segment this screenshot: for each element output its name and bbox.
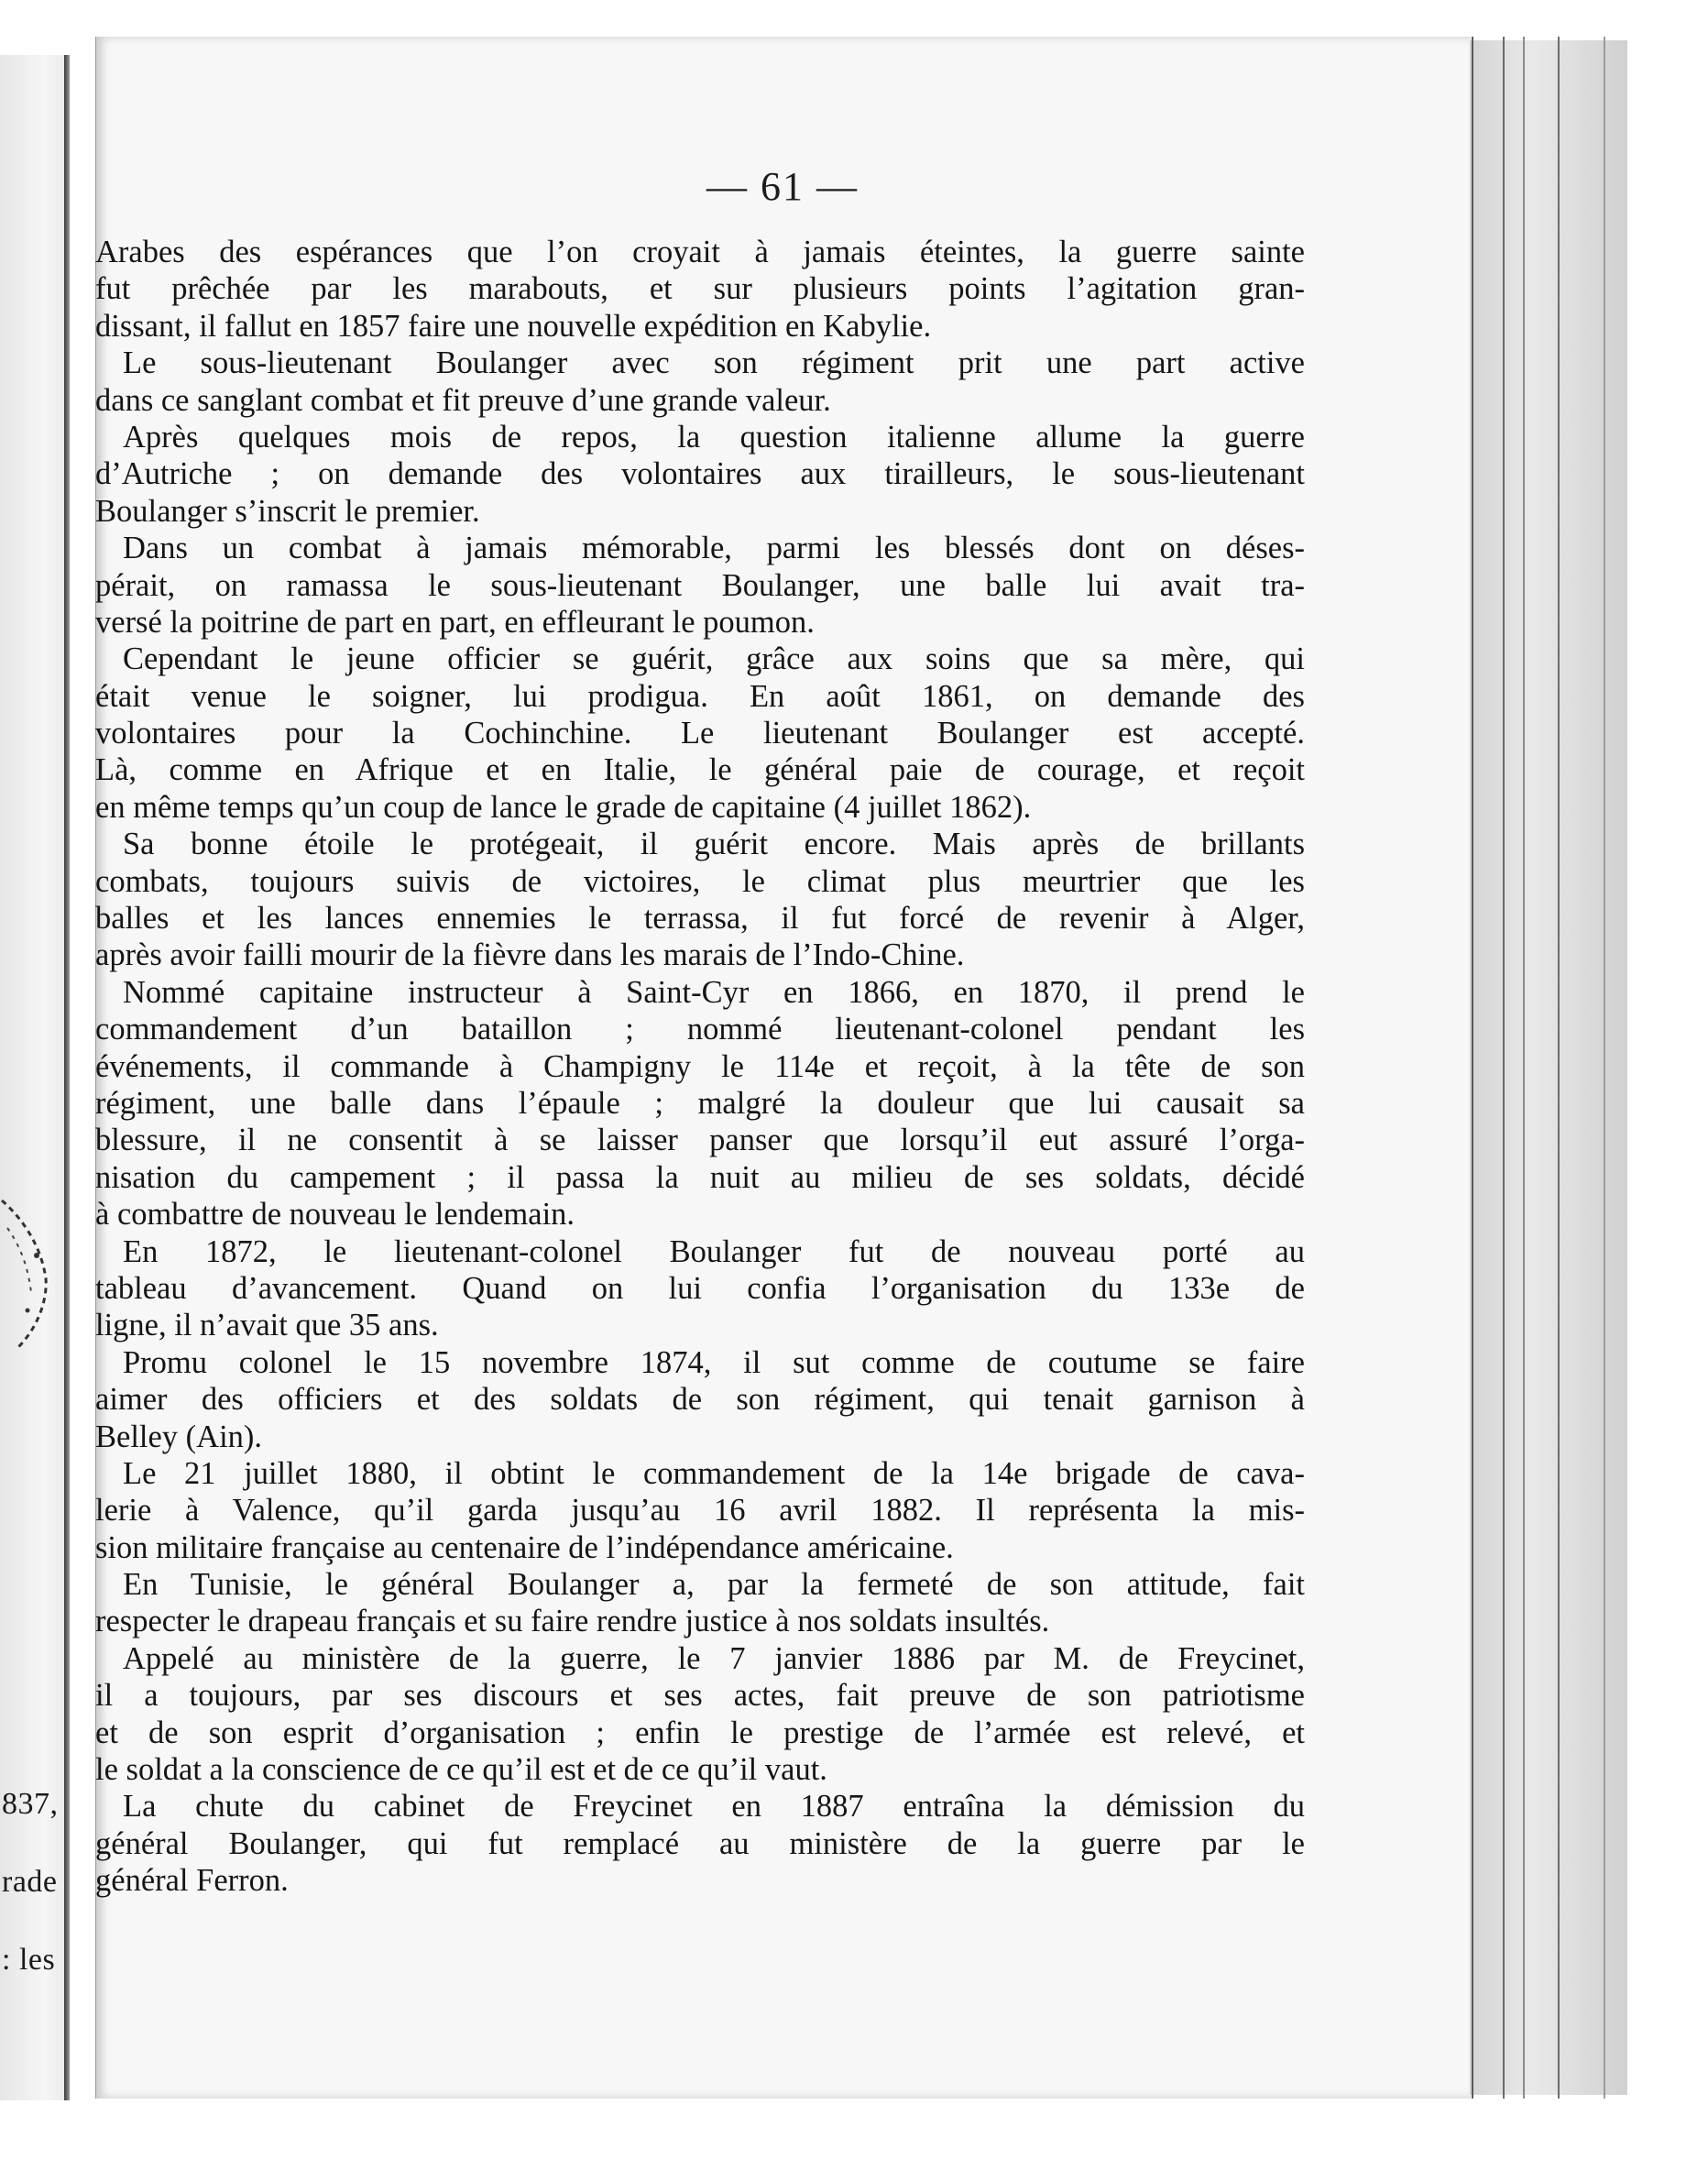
text-line: Là, comme en Afrique et en Italie, le général paie de courage, et reçoit xyxy=(95,752,1305,788)
text-line: aimer des officiers et des soldats de son régiment, qui tenait garnison à xyxy=(95,1382,1305,1418)
text-line: combats, toujours suivis de victoires, le climat plus meurtrier que les xyxy=(95,863,1305,899)
text-line: respecter le drapeau français et su faire rendre justice à nos soldats insultés. xyxy=(95,1604,1050,1639)
text-line: tableau d’avancement. Quand on lui confia l’organisation du 133e de xyxy=(95,1270,1305,1306)
text-line: dans ce sanglant combat et fit preuve d’une grande valeur. xyxy=(95,382,831,418)
ornament-fragment xyxy=(0,1191,55,1356)
text-line: après avoir failli mourir de la fièvre dans les marais de l’Indo-Chine. xyxy=(95,937,965,973)
text-line: dissant, il fallut en 1857 faire une nouvelle expédition en Kabylie. xyxy=(95,308,932,344)
text-line: En 1872, le lieutenant-colonel Boulanger fut de nouveau porté au xyxy=(123,1233,1305,1269)
text-line: en même temps qu’un coup de lance le grade de capitaine (4 juillet 1862). xyxy=(95,789,1032,825)
text-line: ligne, il n’avait que 35 ans. xyxy=(95,1308,439,1343)
text-line: Le sous-lieutenant Boulanger avec son régiment prit une part active xyxy=(123,345,1305,381)
text-line: nisation du campement ; il passa la nuit au milieu de ses soldats, décidé xyxy=(95,1159,1305,1195)
text-line: fut prêchée par les marabouts, et sur plusieurs points l’agitation gran- xyxy=(95,271,1305,307)
text-line: Après quelques mois de repos, la question italienne allume la guerre xyxy=(123,419,1305,455)
text-line: à combattre de nouveau le lendemain. xyxy=(95,1197,575,1233)
text-line: En Tunisie, le général Boulanger a, par la fermeté de son attitude, fait xyxy=(123,1567,1305,1603)
gutter-shadow xyxy=(64,55,70,2100)
text-line: le soldat a la conscience de ce qu’il est et de ce qu’il vaut. xyxy=(95,1752,827,1788)
text-line: sion militaire française au centenaire de l’indépendance américaine. xyxy=(95,1529,954,1565)
text-line: Arabes des espérances que l’on croyait à jamais éteintes, la guerre sainte xyxy=(95,235,1305,269)
text-line: d’Autriche ; on demande des volontaires aux tirailleurs, le sous-lieutenant xyxy=(95,456,1305,492)
text-line: Cependant le jeune officier se guérit, grâce aux soins que sa mère, qui xyxy=(123,641,1305,677)
text-line: pérait, on ramassa le sous-lieutenant Boulanger, une balle lui avait tra- xyxy=(95,567,1305,603)
text-line: régiment, une balle dans l’épaule ; malgré la douleur que lui causait sa xyxy=(95,1085,1305,1121)
text-line: lerie à Valence, qu’il garda jusqu’au 16 avril 1882. Il représenta la mis- xyxy=(95,1493,1305,1529)
text-line: événements, il commande à Champigny le 114e et reçoit, à la tête de son xyxy=(95,1048,1305,1084)
text-line: volontaires pour la Cochinchine. Le lieutenant Boulanger est accepté. xyxy=(95,716,1305,751)
body-text xyxy=(95,234,1305,1900)
left-page-edge xyxy=(0,55,66,2100)
text-line: Nommé capitaine instructeur à Saint-Cyr en 1866, en 1870, il prend le xyxy=(123,974,1305,1010)
page-edge-lines xyxy=(1466,37,1631,2099)
text-line: versé la poitrine de part en part, en effleurant le poumon. xyxy=(95,604,815,640)
text-line: Dans un combat à jamais mémorable, parmi les blessés dont on déses- xyxy=(123,531,1305,566)
page-number: — 61 — xyxy=(706,164,859,209)
text-line: Belley (Ain). xyxy=(95,1419,263,1454)
left-page-fragment-3: : les xyxy=(2,1943,56,1977)
left-page-fragment-1: 837, xyxy=(2,1787,59,1821)
text-line: La chute du cabinet de Freycinet en 1887 entraîna la démission du xyxy=(123,1789,1305,1825)
text-line: balles et les lances ennemies le terrassa, il fut forcé de revenir à Alger, xyxy=(95,901,1305,937)
text-line: général Ferron. xyxy=(95,1863,289,1899)
text-line: Sa bonne étoile le protégeait, il guérit encore. Mais après de brillants xyxy=(123,827,1305,862)
text-line: général Boulanger, qui fut remplacé au ministère de la guerre par le xyxy=(95,1825,1305,1861)
left-page-fragment-2: rade xyxy=(2,1865,58,1899)
text-line: Le 21 juillet 1880, il obtint le commandement de la 14e brigade de cava- xyxy=(123,1455,1305,1491)
text-line: commandement d’un bataillon ; nommé lieutenant-colonel pendant les xyxy=(95,1012,1305,1047)
text-line: et de son esprit d’organisation ; enfin le prestige de l’armée est relevé, et xyxy=(95,1715,1305,1750)
text-line: Promu colonel le 15 novembre 1874, il sut comme de coutume se faire xyxy=(123,1344,1305,1380)
text-line: il a toujours, par ses discours et ses actes, fait preuve de son patriotisme xyxy=(95,1678,1305,1714)
text-line: Boulanger s’inscrit le premier. xyxy=(95,493,480,529)
text-line: Appelé au ministère de la guerre, le 7 janvier 1886 par M. de Freycinet, xyxy=(123,1640,1305,1676)
text-line: blessure, il ne consentit à se laisser panser que lorsqu’il eut assuré l’orga- xyxy=(95,1123,1305,1158)
text-line: était venue le soigner, lui prodigua. En août 1861, on demande des xyxy=(95,678,1305,714)
